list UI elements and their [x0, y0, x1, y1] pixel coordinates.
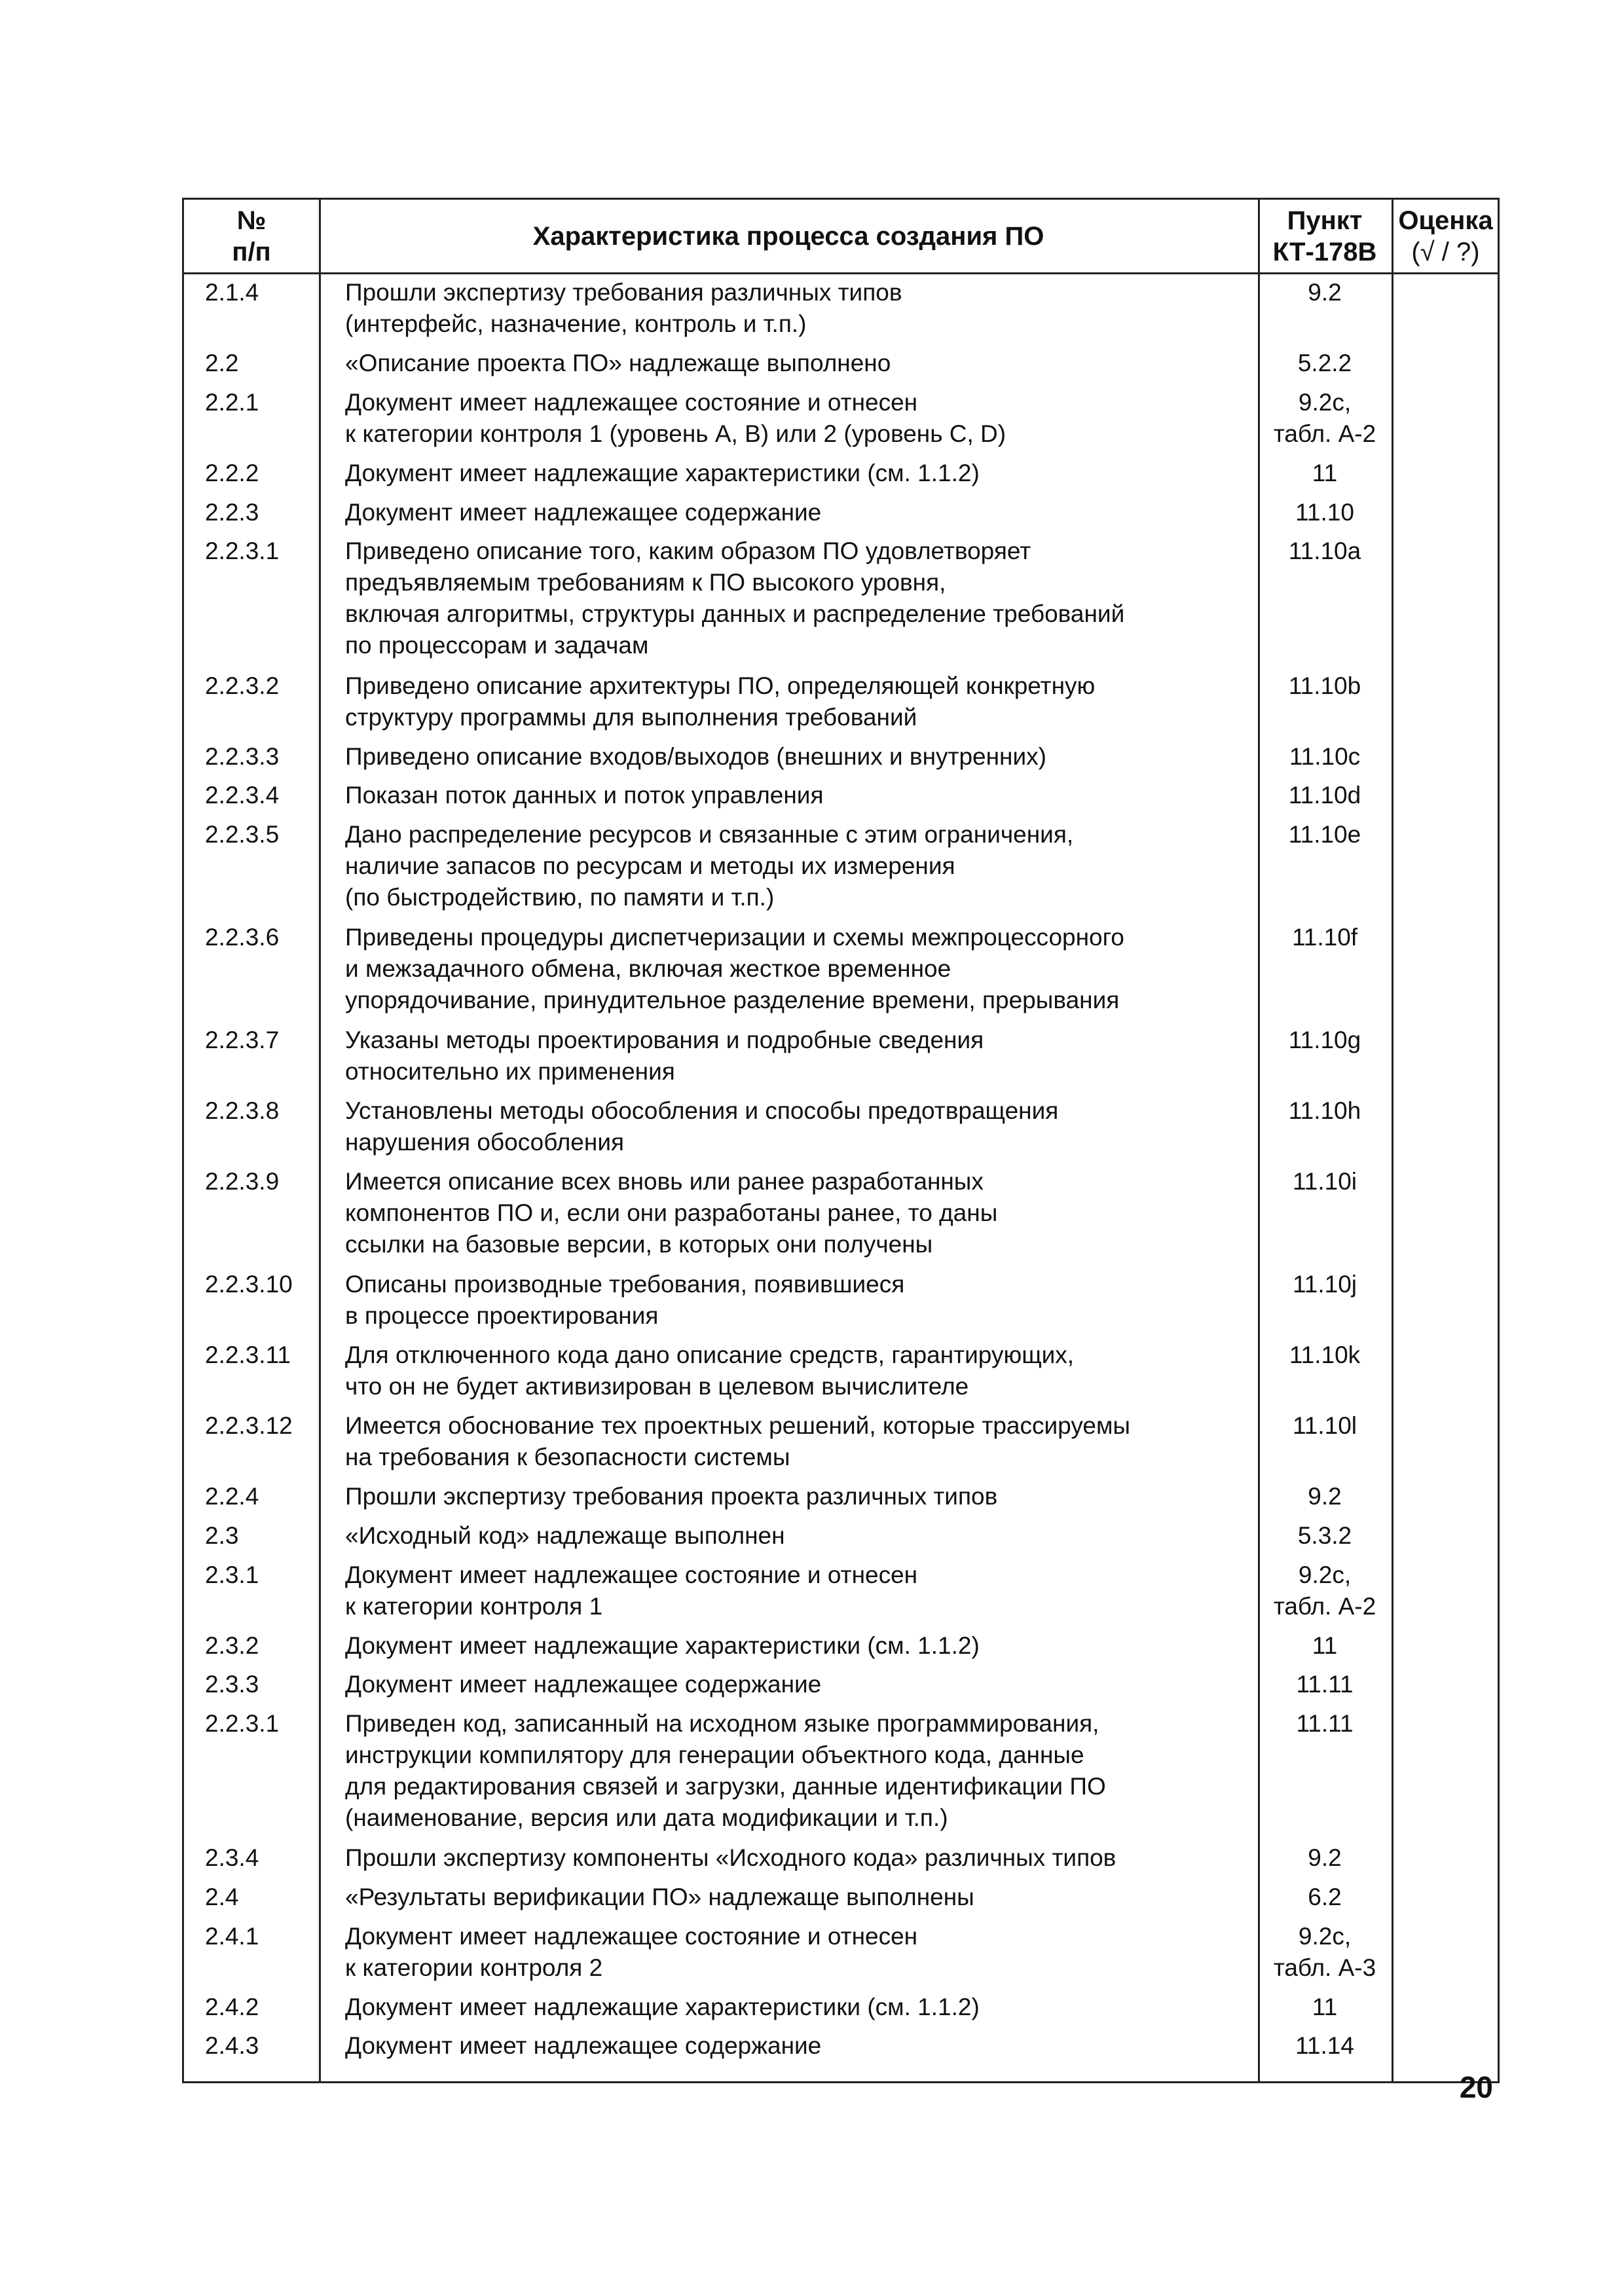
row-clause: 11.14: [1295, 2032, 1354, 2060]
row-clause: 11: [1312, 1631, 1338, 1659]
row-clause: 11.10e: [1288, 821, 1361, 848]
row-number: 2.2.3.3: [205, 742, 280, 770]
row-number: 2.3.3: [205, 1671, 259, 1698]
row-description: «Исходный код» надлежаще выполнен: [345, 1522, 785, 1549]
row-description: Прошли экспертизу требования различных типов (интерфейс, назначение, контроль и т.п.): [345, 279, 902, 337]
row-number: 2.3.4: [205, 1844, 259, 1872]
row-number: 2.4.2: [205, 1993, 259, 2020]
row-description: Прошли экспертизу требования проекта различных типов: [345, 1483, 998, 1510]
row-clause: 9.2: [1308, 279, 1342, 306]
row-description: Имеется обоснование тех проектных решений, которые трассируемы на требования к безопасности системы: [345, 1412, 1131, 1471]
row-clause: 5.2.2: [1297, 350, 1352, 377]
row-description: Документ имеет надлежащее содержание: [345, 2032, 822, 2060]
row-description: Документ имеет надлежащие характеристики (см. 1.1.2): [345, 1993, 980, 2020]
column-divider: [319, 200, 321, 2081]
row-clause: 9.2: [1308, 1483, 1342, 1510]
row-clause: 11.10: [1295, 498, 1354, 526]
row-description: Приведены процедуры диспетчеризации и схемы межпроцессорного и межзадачного обмена, включая жесткое временное упорядочивание, принудительное разделение времени, прерывания: [345, 923, 1124, 1013]
row-number: 2.2.3.9: [205, 1168, 280, 1195]
row-clause: 9.2c, табл. А-2: [1273, 1561, 1376, 1620]
row-clause: 9.2c, табл. А-3: [1273, 1922, 1376, 1981]
row-number: 2.2.3.10: [205, 1270, 293, 1298]
row-clause: 11.10k: [1289, 1341, 1361, 1368]
row-number: 2.2.3.11: [205, 1341, 291, 1368]
row-number: 2.3.2: [205, 1631, 259, 1659]
row-description: «Результаты верификации ПО» надлежаще выполнены: [345, 1884, 974, 1910]
row-description: Документ имеет надлежащее содержание: [345, 1671, 822, 1698]
row-clause: 11.11: [1296, 1710, 1354, 1737]
header-clause: Пункт КТ-178В: [1272, 206, 1377, 266]
row-number: 2.2.3.2: [205, 672, 280, 699]
row-number: 2.2.3.6: [205, 923, 280, 951]
row-description: Прошли экспертизу компоненты «Исходного кода» различных типов: [345, 1844, 1116, 1872]
page-number: 20: [1459, 2070, 1493, 2104]
header-divider: [184, 272, 1498, 274]
row-clause: 11.10i: [1292, 1168, 1357, 1195]
row-description: Имеется описание всех вновь или ранее разработанных компонентов ПО и, если они разработаны ранее, то даны ссылки на базовые версии, в которых они получены: [345, 1168, 998, 1258]
row-description: Приведено описание входов/выходов (внешних и внутренних): [345, 742, 1046, 770]
row-description: Документ имеет надлежащее состояние и отнесен к категории контроля 1: [345, 1561, 918, 1620]
row-clause: 11.11: [1296, 1671, 1354, 1698]
row-clause: 11.10d: [1288, 782, 1361, 809]
row-number: 2.2.4: [205, 1483, 259, 1510]
row-description: Установлены методы обособления и способы предотвращения нарушения обособления: [345, 1097, 1059, 1156]
row-clause: 11.10g: [1288, 1026, 1361, 1053]
row-description: Документ имеет надлежащие характеристики (см. 1.1.2): [345, 460, 980, 486]
row-description: Документ имеет надлежащее состояние и отнесен к категории контроля 1 (уровень A, B) или 2 (уровень C, D): [345, 388, 1006, 447]
row-clause: 11.10b: [1288, 672, 1361, 699]
row-clause: 11.10c: [1289, 742, 1361, 770]
row-number: 2.2.3.4: [205, 782, 280, 809]
row-description: Для отключенного кода дано описание средств, гарантирующих, что он не будет активизирован в целевом вычислителе: [345, 1341, 1075, 1400]
row-number: 2.2.3.1: [205, 1710, 280, 1737]
checklist-table: [182, 198, 1500, 2083]
row-clause: 11.10f: [1291, 923, 1358, 951]
row-description: «Описание проекта ПО» надлежаще выполнено: [345, 350, 891, 377]
row-number: 2.1.4: [205, 279, 259, 306]
row-description: Показан поток данных и поток управления: [345, 782, 824, 809]
row-clause: 11: [1312, 460, 1338, 486]
row-clause: 11.10l: [1292, 1412, 1357, 1440]
row-clause: 11.10a: [1288, 538, 1361, 565]
row-number: 2.2.3.5: [205, 821, 280, 848]
row-number: 2.3: [205, 1522, 239, 1549]
row-clause: 9.2: [1308, 1844, 1342, 1872]
row-description: Описаны производные требования, появившиеся в процессе проектирования: [345, 1270, 905, 1329]
row-number: 2.2.2: [205, 460, 259, 486]
row-description: Документ имеет надлежащие характеристики (см. 1.1.2): [345, 1631, 980, 1659]
row-clause: 5.3.2: [1297, 1522, 1352, 1549]
row-clause: 11: [1312, 1993, 1338, 2020]
column-divider: [1392, 200, 1393, 2081]
row-number: 2.2.3.8: [205, 1097, 280, 1124]
row-description: Документ имеет надлежащее состояние и отнесен к категории контроля 2: [345, 1922, 918, 1981]
row-number: 2.4.3: [205, 2032, 259, 2060]
row-number: 2.2.3.7: [205, 1026, 280, 1053]
row-description: Приведен код, записанный на исходном языке программирования, инструкции компилятору для генерации объектного кода, данные для редактирования связей и загрузки, данные идентификации ПО (наименование, версия или дата модификации и т.п.): [345, 1710, 1106, 1831]
header-number: № п/п: [232, 206, 271, 266]
row-number: 2.3.1: [205, 1561, 259, 1588]
row-description: Дано распределение ресурсов и связанные с этим ограничения, наличие запасов по ресурсам и методы их измерения (по быстродействию, по памяти и т.п.): [345, 821, 1074, 911]
row-number: 2.4: [205, 1884, 239, 1910]
row-clause: 11.10h: [1288, 1097, 1361, 1124]
header-description: Характеристика процесса создания ПО: [532, 222, 1044, 251]
row-number: 2.2.3.1: [205, 538, 280, 565]
row-number: 2.2.1: [205, 388, 259, 416]
row-number: 2.2.3.12: [205, 1412, 293, 1440]
row-description: Приведено описание того, каким образом ПО удовлетворяет предъявляемым требованиям к ПО высокого уровня, включая алгоритмы, структуры данных и распределение требований по процессорам и задачам: [345, 538, 1125, 659]
row-clause: 11.10j: [1292, 1270, 1357, 1298]
row-number: 2.2: [205, 350, 239, 377]
row-clause: 9.2c, табл. А-2: [1273, 388, 1376, 447]
row-number: 2.4.1: [205, 1922, 259, 1950]
row-number: 2.2.3: [205, 498, 259, 526]
row-clause: 6.2: [1308, 1884, 1342, 1910]
header-rating: Оценка (√ / ?): [1398, 206, 1493, 266]
row-description: Документ имеет надлежащее содержание: [345, 498, 822, 526]
row-description: Приведено описание архитектуры ПО, определяющей конкретную структуру программы для выполнения требований: [345, 672, 1096, 731]
row-description: Указаны методы проектирования и подробные сведения относительно их применения: [345, 1026, 984, 1085]
